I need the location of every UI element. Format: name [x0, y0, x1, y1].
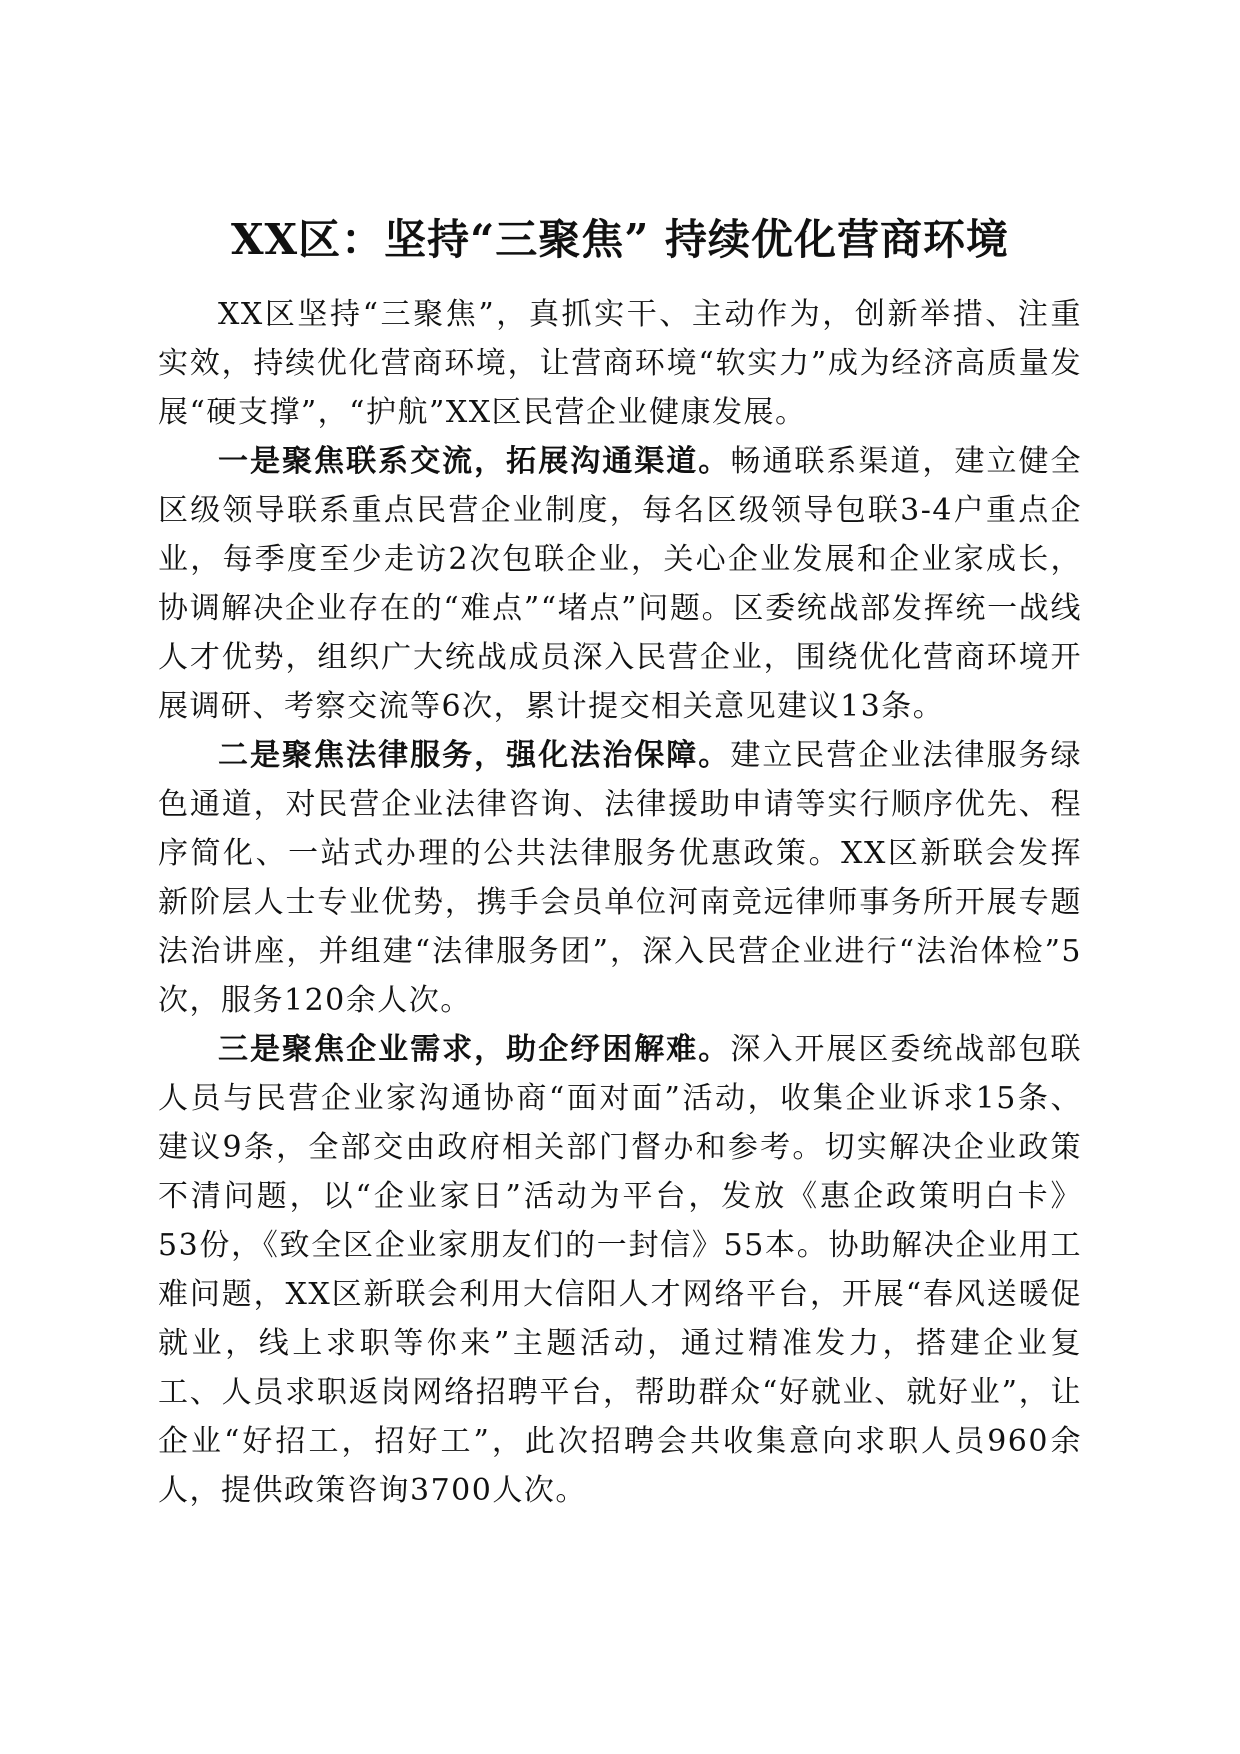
- section-3-paragraph: [158, 1025, 1082, 1515]
- section-1-text: 畅通联系渠道，建立健全区级领导联系重点民营企业制度，每名区级领导包联3-4户重点企业，每季度至少走访2次包联企业，关心企业发展和企业家成长，协调解决企业存在的“难点”“堵点”问题。区委统战部发挥统一战线人才优势，组织广大统战成员深入民营企业，围绕优化营商环境开展调研、考察交流等6次，累计提交相关意见建议13条。: [158, 444, 1083, 724]
- section-2-lead: 二是聚焦法律服务，强化法治保障。: [218, 738, 731, 773]
- section-3-lead: 三是聚焦企业需求，助企纾困解难。: [218, 1032, 731, 1067]
- section-2-paragraph: [158, 731, 1082, 1025]
- section-3-text: 深入开展区委统战部包联人员与民营企业家沟通协商“面对面”活动，收集企业诉求15条、建议9条，全部交由政府相关部门督办和参考。切实解决企业政策不清问题，以“企业家日”活动为平台，发放《惠企政策明白卡》53份，《致全区企业家朋友们的一封信》55本。协助解决企业用工难问题，XX区新联会利用大信阳人才网络平台，开展“春风送暖促就业，线上求职等你来”主题活动，通过精准发力，搭建企业复工、人员求职返岗网络招聘平台，帮助群众“好就业、就好业”，让企业“好招工，招好工”，此次招聘会共收集意向求职人员960余人，提供政策咨询3700人次。: [158, 1032, 1083, 1508]
- section-2-text: 建立民营企业法律服务绿色通道，对民营企业法律咨询、法律援助申请等实行顺序优先、程序简化、一站式办理的公共法律服务优惠政策。XX区新联会发挥新阶层人士专业优势，携手会员单位河南竞远律师事务所开展专题法治讲座，并组建“法律服务团”，深入民营企业进行“法治体检”5次，服务120余人次。: [158, 738, 1083, 1018]
- section-1-paragraph: [158, 437, 1082, 731]
- section-1-lead: 一是聚焦联系交流，拓展沟通渠道。: [218, 444, 731, 479]
- document-title: XX区：坚持“三聚焦” 持续优化营商环境: [230, 215, 1010, 264]
- intro-paragraph: XX区坚持“三聚焦”，真抓实干、主动作为，创新举措、注重实效，持续优化营商环境，让营商环境“软实力”成为经济高质量发展“硬支撑”，“护航”XX区民营企业健康发展。: [158, 297, 1082, 430]
- document-body: [158, 290, 1082, 1515]
